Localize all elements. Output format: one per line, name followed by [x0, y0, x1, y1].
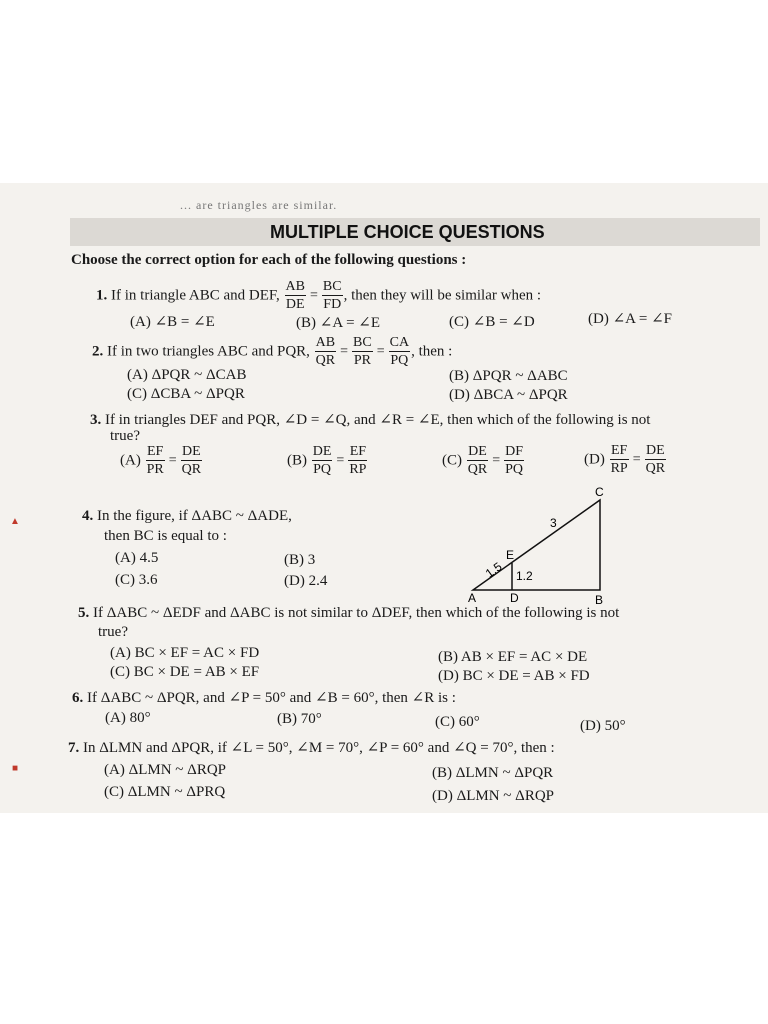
option-b[interactable]: (B) ΔPQR ~ ΔABC: [449, 368, 568, 384]
vertex-d-label: D: [510, 591, 519, 605]
option-c[interactable]: (C) BC × DE = AB × EF: [110, 664, 260, 680]
option-d[interactable]: (D) ΔLMN ~ ΔRQP: [432, 788, 554, 804]
question-2: 2. If in two triangles ABC and PQR, $\frac{AB}{QR}$ = $\frac{BC}{PR}$ = $\frac{CA}{PQ}$ , then :: [92, 335, 453, 368]
option-d[interactable]: (D) 2.4: [284, 573, 328, 589]
question-5: [78, 605, 619, 622]
question-text: If in two triangles ABC and PQR,: [107, 343, 310, 360]
question-3: [90, 410, 650, 429]
option-b[interactable]: (B) 70°: [277, 711, 322, 727]
question-6: [72, 688, 456, 707]
question-3-cont: true?: [110, 428, 140, 444]
question-4: [82, 508, 292, 525]
length-ae-label: 1.5: [482, 559, 505, 581]
option-b[interactable]: (B) ΔLMN ~ ΔPQR: [432, 765, 554, 781]
option-b[interactable]: (B) 3: [284, 552, 316, 568]
margin-mark: ■: [12, 763, 19, 774]
option-c[interactable]: (C) 60°: [435, 714, 480, 730]
vertex-e-label: E: [506, 548, 515, 562]
question-7: [68, 738, 555, 757]
option-d[interactable]: (D) $\frac{EF}{RP}$ = $\frac{DE}{QR}$: [584, 443, 666, 476]
fraction: $\frac{AB}{DE}$: [285, 279, 305, 312]
question-number: 7.: [68, 740, 80, 756]
vertex-c-label: C: [595, 485, 604, 499]
triangle-figure: [440, 480, 640, 610]
option-d[interactable]: (D) 50°: [580, 718, 626, 734]
question-number: 1.: [96, 287, 108, 304]
option-d[interactable]: (D) ∠A = ∠F: [588, 311, 673, 327]
fraction: $\frac{BC}{FD}$: [322, 279, 342, 312]
option-b[interactable]: (B) $\frac{DE}{PQ}$ = $\frac{EF}{RP}$: [287, 444, 367, 477]
option-a[interactable]: (A) 80°: [105, 710, 151, 726]
length-ec-label: 3: [550, 516, 557, 530]
question-number: 2.: [92, 343, 104, 360]
question-number: 4.: [82, 508, 94, 524]
option-c[interactable]: (C) ΔLMN ~ ΔPRQ: [104, 784, 226, 800]
option-d[interactable]: (D) ΔBCA ~ ΔPQR: [449, 387, 568, 403]
question-text: In the figure, if ΔABC ~ ΔADE,: [97, 508, 292, 524]
vertex-b-label: B: [595, 593, 604, 607]
option-b[interactable]: (B) ∠A = ∠E: [296, 315, 381, 331]
question-text: If ΔABC ~ ΔEDF and ΔABC is not similar to ΔDEF, then which of the following is not: [93, 605, 620, 621]
fraction: $\frac{AB}{QR}$: [315, 335, 336, 368]
question-number: 6.: [72, 690, 84, 706]
fraction: $\frac{BC}{PR}$: [353, 335, 372, 368]
question-4-cont: then BC is equal to :: [104, 528, 227, 544]
question-text: If in triangle ABC and DEF,: [111, 287, 280, 304]
option-a[interactable]: (A) ∠B = ∠E: [130, 314, 215, 330]
length-de-label: 1.2: [516, 569, 533, 583]
question-text: , then :: [411, 343, 453, 360]
option-a[interactable]: (A) ΔPQR ~ ΔCAB: [127, 367, 247, 383]
question-number: 5.: [78, 605, 90, 621]
question-text: If ΔABC ~ ΔPQR, and ∠P = 50° and ∠B = 60°, then ∠R is :: [87, 690, 456, 706]
fraction: $\frac{CA}{PQ}$: [389, 335, 410, 368]
option-a[interactable]: (A) BC × EF = AC × FD: [110, 645, 260, 661]
option-c[interactable]: (C) ΔCBA ~ ΔPQR: [127, 386, 245, 402]
section-heading: MULTIPLE CHOICE QUESTIONS: [270, 222, 545, 242]
option-b[interactable]: (B) AB × EF = AC × DE: [438, 649, 588, 665]
option-a[interactable]: (A) $\frac{EF}{PR}$ = $\frac{DE}{QR}$: [120, 444, 202, 477]
option-c[interactable]: (C) ∠B = ∠D: [449, 314, 535, 330]
vertex-a-label: A: [468, 591, 477, 605]
option-a[interactable]: (A) ΔLMN ~ ΔRQP: [104, 762, 226, 778]
question-text: In ΔLMN and ΔPQR, if ∠L = 50°, ∠M = 70°, ∠P = 60° and ∠Q = 70°, then :: [83, 740, 555, 756]
option-c[interactable]: (C) 3.6: [115, 572, 158, 588]
option-d[interactable]: (D) BC × DE = AB × FD: [438, 668, 590, 684]
question-text: , then they will be similar when :: [343, 287, 542, 304]
option-c[interactable]: (C) $\frac{DE}{QR}$ = $\frac{DF}{PQ}$: [442, 444, 524, 477]
margin-mark: ▲: [10, 516, 20, 527]
option-a[interactable]: (A) 4.5: [115, 550, 159, 566]
question-5-cont: true?: [98, 624, 128, 640]
question-1: 1. If in triangle ABC and DEF, $\frac{AB}{DE}$ = $\frac{BC}{FD}$ , then they will be similar when :: [96, 279, 542, 312]
question-text: If in triangles DEF and PQR, ∠D = ∠Q, and ∠R = ∠E, then which of the following is not: [105, 412, 651, 428]
question-number: 3.: [90, 412, 102, 428]
cutoff-text: ... are triangles are similar.: [180, 198, 338, 212]
instruction-text: Choose the correct option for each of the following questions :: [71, 252, 467, 268]
